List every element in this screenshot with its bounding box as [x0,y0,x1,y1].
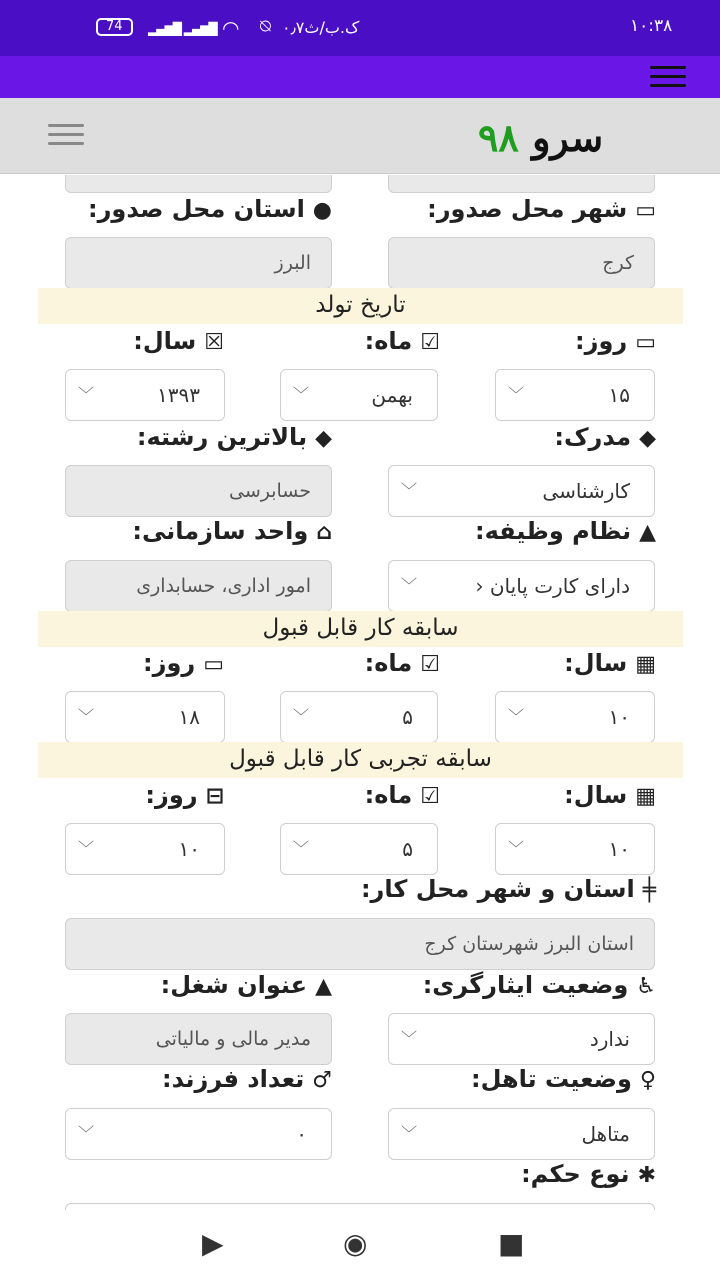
work-month-label: ☑ماه: [364,649,440,677]
chevron-down-icon: ﹀ [78,707,95,726]
calendar-minus-icon: ⊟ [205,784,224,809]
exp-year-select[interactable]: ۱۰ ﹀ [495,823,655,875]
signpost-icon: ╪ [642,878,656,903]
work-year-label: ▦سال: [564,649,656,677]
degree-label: ◆مدرک: [554,423,656,451]
recent-apps-icon[interactable]: ■ [498,1227,525,1260]
battery-icon: 74 [96,18,133,36]
unit-label: ⌂واحد سازمانی: [132,517,332,545]
work-month-select[interactable]: ۵ ﹀ [280,691,438,743]
experience-heading: سابقه تجربی کار قابل قبول [38,742,683,778]
birth-date-heading: تاریخ تولد [38,288,683,324]
major-field: حسابرسی [65,465,332,517]
status-bar [0,0,720,56]
sacrifice-label: ♿وضعیت ایثارگری: [422,971,656,999]
job-title-field: مدیر مالی و مالیاتی [65,1013,332,1065]
map-icon: ▭ [635,198,656,223]
marital-label: ♀وضعیت تاهل: [470,1065,656,1093]
birth-day-label: ▭روز: [575,327,656,355]
chevron-down-icon: ﹀ [293,839,310,858]
chevron-down-icon: ﹀ [401,576,418,595]
hamburger-icon[interactable] [48,124,84,146]
ruling-type-label: ✱نوع حکم: [521,1160,656,1188]
exp-year-label: ▦سال: [564,781,656,809]
partial-field-left [65,175,332,193]
work-location-field: استان البرز شهرستان کرج [65,918,655,970]
wifi-icon: ◠ [222,16,240,40]
birth-day-select[interactable]: ۱۵ ﹀ [495,369,655,421]
graduation-cap-icon: ◆ [639,426,656,451]
exp-day-label: ⊟روز: [145,781,224,809]
calendar-grid-icon: ▦ [635,652,656,677]
chevron-down-icon: ﹀ [293,385,310,404]
marital-select[interactable]: متاهل ﹀ [388,1108,655,1160]
app-header [0,98,720,174]
pin-icon: ● [312,198,332,223]
military-label: ▲نظام وظیفه: [474,517,656,545]
child-icon: ♂ [312,1068,332,1093]
partial-field-right [388,175,655,193]
work-day-label: ▭روز: [143,649,224,677]
chevron-down-icon: ﹀ [508,707,525,726]
chevron-down-icon: ﹀ [78,839,95,858]
app-logo: سرو ۹۸ [478,115,604,160]
back-nav-icon[interactable]: ▶ [202,1227,224,1260]
bank-icon: ⌂ [316,520,332,545]
calendar-grid-icon: ▦ [635,784,656,809]
person-icon: ♀ [639,1068,656,1093]
status-time: ۱۰:۳۸ [630,16,673,36]
province-label: ●استان محل صدور: [88,195,332,223]
calendar-check-icon: ☑ [420,330,440,355]
children-label: ♂تعداد فرزند: [162,1065,332,1093]
major-label: ◆بالاترین رشته: [136,423,332,451]
chevron-down-icon: ﹀ [508,839,525,858]
home-nav-icon[interactable]: ◉ [343,1227,368,1260]
children-select[interactable]: ۰ ﹀ [65,1108,332,1160]
calendar-check-icon: ☑ [420,652,440,677]
form-content [0,175,720,1210]
ship-icon: ▲ [639,520,656,545]
chevron-down-icon: ﹀ [78,1124,95,1143]
calendar-check-icon: ☑ [420,784,440,809]
chevron-down-icon: ﹀ [401,1029,418,1048]
military-select[interactable]: دارای کارت پایان ‹ ﹀ [388,560,655,612]
unit-field: امور اداری، حسابداری [65,560,332,612]
work-history-heading: سابقه کار قابل قبول [38,611,683,647]
chevron-down-icon: ﹀ [401,481,418,500]
exp-day-select[interactable]: ۱۰ ﹀ [65,823,225,875]
chevron-down-icon: ﹀ [293,707,310,726]
signal-icon: ▂▄▆█ ▂▄▆█ [148,22,217,36]
top-purple-bar [0,56,720,98]
city-label: ▭شهر محل صدور: [427,195,656,223]
birth-month-select[interactable]: بهمن ﹀ [280,369,438,421]
birth-year-select[interactable]: ۱۳۹۳ ﹀ [65,369,225,421]
birth-month-label: ☑ماه: [364,327,440,355]
mute-icon: ⍉ [260,16,271,37]
city-field: کرج [388,237,655,289]
asterisk-icon: ✱ [637,1163,656,1188]
exp-month-label: ☑ماه: [364,781,440,809]
chevron-down-icon: ﹀ [78,385,95,404]
province-field: البرز [65,237,332,289]
job-title-label: ▲عنوان شغل: [160,971,332,999]
exp-month-select[interactable]: ۵ ﹀ [280,823,438,875]
calendar-x-icon: ☒ [204,330,224,355]
network-speed: ۰٫۷ک.ب/ث [282,18,360,37]
calendar-icon: ▭ [203,652,224,677]
chevron-down-icon: ﹀ [401,1124,418,1143]
degree-select[interactable]: کارشناسی ﹀ [388,465,655,517]
chevron-down-icon: ﹀ [508,385,525,404]
sacrifice-select[interactable]: ندارد ﹀ [388,1013,655,1065]
calendar-icon: ▭ [635,330,656,355]
menu-icon[interactable] [650,66,686,88]
ship-icon: ▲ [315,974,332,999]
work-year-select[interactable]: ۱۰ ﹀ [495,691,655,743]
work-location-label: ╪استان و شهر محل کار: [360,875,656,903]
wheelchair-icon: ♿ [636,974,656,999]
work-day-select[interactable]: ۱۸ ﹀ [65,691,225,743]
ruling-type-select[interactable] [65,1203,655,1210]
birth-year-label: ☒سال: [133,327,224,355]
graduation-cap-icon: ◆ [315,426,332,451]
